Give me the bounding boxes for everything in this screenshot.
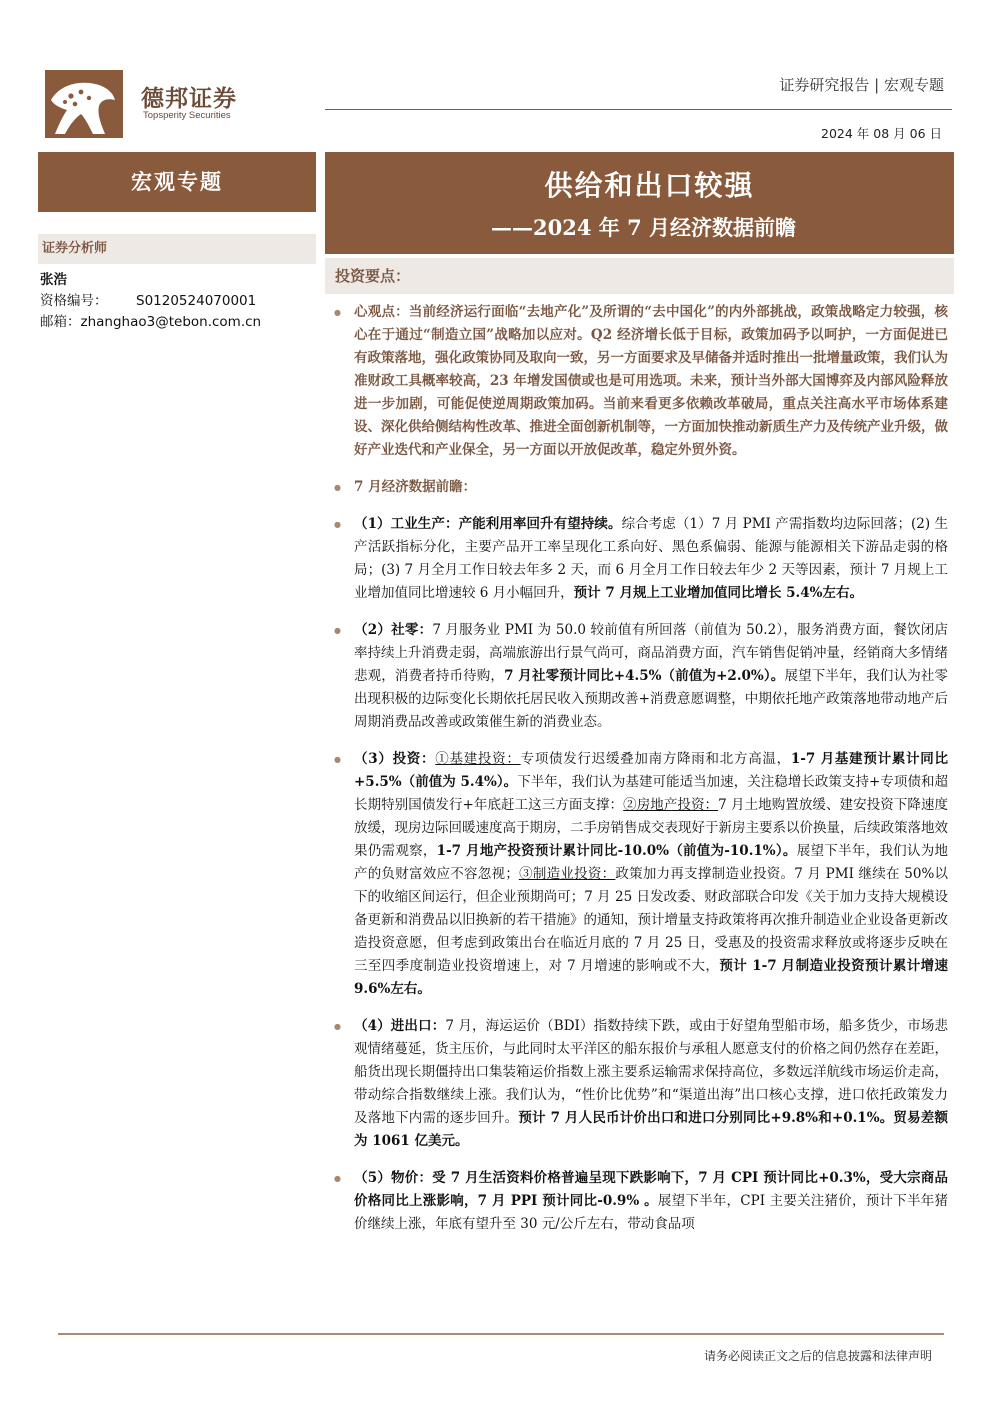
analyst-license (40, 291, 261, 312)
investment-paragraph: ● （3）投资：①基建投资：专项债发行迟缓叠加南方降雨和北方高温，1-7 月基建预计累计同比+5.5%（前值为 5.4%）。下半年，我们认为基建可能适当加速，关注稳增长政策支持+专项债和超长期特别国债发行+年底赶工这三方面支撑：②房地产投资：7 月土地购置放缓、建安投资下降速度放缓，现房边际回暖速度高于期房，二手房销售成交表现好于新房主要系以价换量，后续政策落地效果仍需观察，1-7 月地产投资预计累计同比-10.0%（前值为-10.1%）。展望下半年，我们认为地产的负财富效应不容忽视；③制造业投资：政策加力再支撑制造业投资。7 月 PMI 继续在 50%以下的收缩区间运行，但企业预期尚可；7 月 25 日发改委、财政部联合印发《关于加力支持大规模设备更新和消费品以旧换新的若干措施》的通知，预计增量支持政策将再次推升制造业企业设备更新改造投资意愿，但考虑到政策出台在临近月底的 7 月 25 日，受惠及的投资需求释放或将逐步反映在三至四季度制造业投资增速上，对 7 月增速的影响或不大，预计 1-7 月制造业投资预计累计增速 9.6%左右。 (328, 748, 948, 1001)
analyst-email (40, 312, 261, 333)
email-link[interactable]: zhanghao3@tebon.com.cn (80, 314, 262, 330)
license-value: S0120524070001 (136, 293, 257, 309)
report-title-box (325, 152, 954, 254)
core-view-paragraph: ● 心观点：当前经济运行面临“去地产化”及所谓的“去中国化”的内外部挑战，政策战略定力较强，核心在于通过“制造立国”战略加以应对。Q2 经济增长低于目标，政策加码予以呵护，一方面促进已有政策落地，强化政策协同及取向一致，另一方面要求及早储备并适时推出一批增量政策，我们认为准财政工具概率较高，23 年增发国债或也是可用选项。未来，预计当外部大国博弈及内部风险释放进一步加剧，可能促使逆周期政策加码。当前来看更多依赖改革破局，重点关注高水平市场体系建设、深化供给侧结构性改革、推进全面创新机制等，一方面加快推动新质生产力及传统产业升级，做好产业迭代和产业保全，另一方面以开放促改革，稳定外贸外资。 (328, 301, 948, 462)
report-date: 2024 年 08 月 06 日 (821, 126, 942, 141)
analyst-info (40, 270, 261, 333)
analyst-name: 张浩 (40, 272, 67, 288)
trade-paragraph: ● （4）进出口：7 月，海运运价（BDI）指数持续下跌，或由于好望角型船市场，船多货少，市场悲观情绪蔓延，货主压价，与此同时太平洋区的船东报价与承租人愿意支付的价格之间仍然存在差距，船货出现长期僵持出口集装箱运价指数上涨主要系运输需求保持高位，多数远洋航线市场运价走高，带动综合指数继续上涨。我们认为，“性价比优势”和“渠道出海”出口核心支撑，进口依托政策发力及落地下内需的逐步回升。预计 7 月人民币计价出口和进口分别同比+9.8%和+0.1%。贸易差额为 1061 亿美元。 (328, 1015, 948, 1153)
brand-name-en: Topsperity Securities (143, 110, 231, 121)
footer-disclaimer: 请务必阅读正文之后的信息披露和法律声明 (703, 1349, 932, 1363)
key-points-heading: 投资要点： (325, 258, 954, 294)
analyst-section-title: 证券分析师 (38, 234, 316, 264)
header-divider (325, 109, 952, 110)
section-heading: ● 7 月经济数据前瞻： (328, 476, 948, 499)
retail-paragraph: ● （2）社零：7 月服务业 PMI 为 50.0 较前值有所回落（前值为 50.2），服务消费方面，餐饮闭店率持续上升消费走弱，高端旅游出行景气尚可，商品消费方面，汽车销售促销冲量，经销商大多情绪悲观，消费者持币待购，7 月社零预计同比+4.5%（前值为+2.0%）。展望下半年，我们认为社零出现积极的边际变化长期依托居民收入预期改善+消费意愿调整，中期依托地产政策落地带动地产后周期消费品改善或政策催生新的消费业态。 (328, 619, 948, 734)
report-body (328, 301, 948, 1236)
brand-logo (45, 70, 255, 140)
report-title: 供给和出口较强 (544, 169, 755, 202)
industry-paragraph: ● （1）工业生产：产能利用率回升有望持续。综合考虑（1）7 月 PMI 产需指数均边际回落；(2) 生产活跃指标分化，主要产品开工率呈现化工系向好、黑色系偏弱、能源与能源相关下游品走弱的格局；(3) 7 月全月工作日较去年多 2 天，而 6 月全月工作日较去年少 2 天等因素，预计 7 月规上工业增加值同比增速较 6 月小幅回升，预计 7 月规上工业增加值同比增长 5.4%左右。 (328, 513, 948, 605)
license-label: 资格编号： (40, 293, 108, 309)
leopard-logo-icon (45, 70, 123, 138)
report-subtitle: ——2024 年 7 月经济数据前瞻 (491, 215, 796, 240)
footer-divider (58, 1333, 944, 1335)
brand-name-cn: 德邦证券 (141, 86, 237, 112)
price-paragraph: ● （5）物价：受 7 月生活资料价格普遍呈现下跌影响下，7 月 CPI 预计同比+0.3%，受大宗商品价格同比上涨影响，7 月 PPI 预计同比-0.9% 。展望下半年，CPI 主要关注猪价，预计下半年猪价继续上涨，年底有望升至 30 元/公斤左右，带动食品项 (328, 1167, 948, 1236)
report-type: 证券研究报告 | 宏观专题 (779, 76, 944, 94)
category-banner: 宏观专题 (38, 152, 316, 212)
email-label: 邮箱： (40, 314, 81, 330)
